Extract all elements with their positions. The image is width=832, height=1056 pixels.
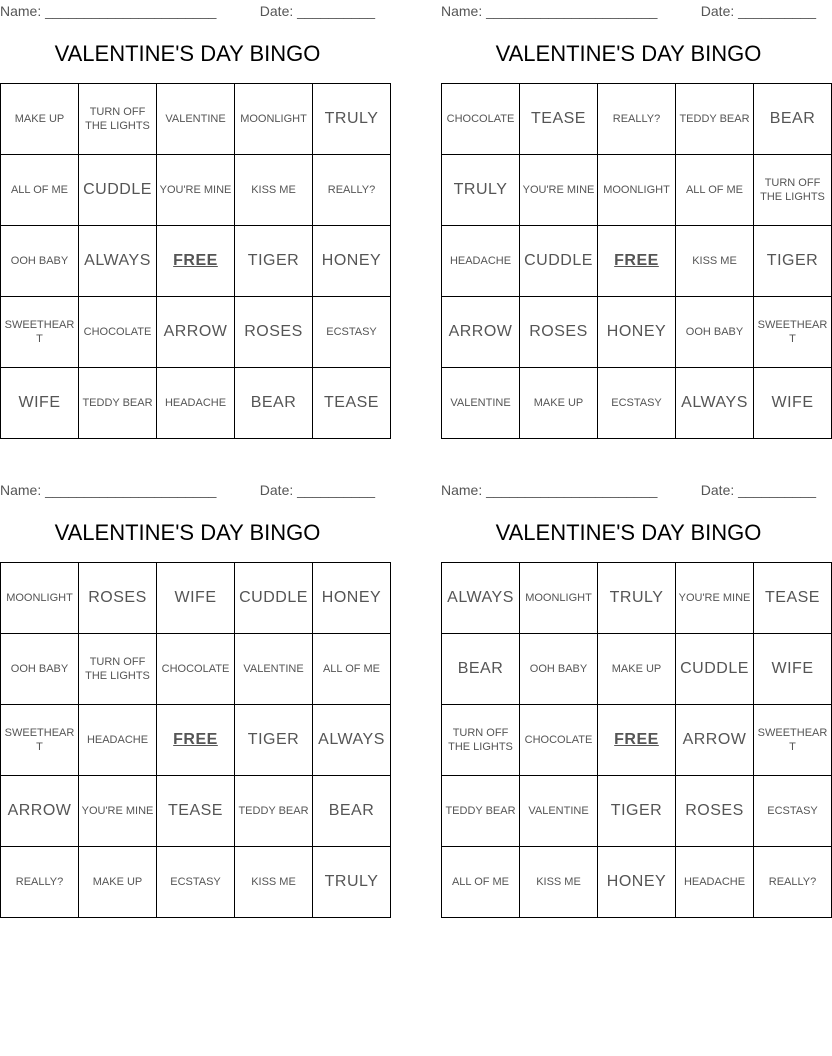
bingo-square: ECSTASY <box>598 368 676 439</box>
bingo-square: KISS ME <box>676 226 754 297</box>
bingo-square: WIFE <box>157 563 235 634</box>
bingo-square: HEADACHE <box>157 368 235 439</box>
bingo-square: HEADACHE <box>676 847 754 918</box>
bingo-square: ARROW <box>676 705 754 776</box>
bingo-square: MOONLIGHT <box>235 84 313 155</box>
bingo-square: CUDDLE <box>235 563 313 634</box>
bingo-square: ALWAYS <box>313 705 391 776</box>
bingo-square: TEASE <box>520 84 598 155</box>
bingo-square: YOU'RE MINE <box>79 776 157 847</box>
bingo-square: TEASE <box>157 776 235 847</box>
bingo-row <box>442 226 832 297</box>
bingo-square: ECSTASY <box>157 847 235 918</box>
bingo-square: TRULY <box>442 155 520 226</box>
name-field: Name: ______________________ <box>0 3 217 19</box>
bingo-square: TIGER <box>235 705 313 776</box>
bingo-square: OOH BABY <box>1 226 79 297</box>
bingo-square: HEADACHE <box>442 226 520 297</box>
bingo-square: ALWAYS <box>79 226 157 297</box>
bingo-square: TURN OFF THE LIGHTS <box>79 84 157 155</box>
free-square: FREE <box>598 226 676 297</box>
card-title: VALENTINE'S DAY BINGO <box>495 41 762 66</box>
bingo-row <box>1 297 391 368</box>
card-header <box>441 3 816 19</box>
card-header <box>441 482 816 498</box>
bingo-square: REALLY? <box>313 155 391 226</box>
bingo-row <box>442 563 832 634</box>
card-title: VALENTINE'S DAY BINGO <box>54 520 321 545</box>
free-square: FREE <box>157 705 235 776</box>
bingo-square: VALENTINE <box>235 634 313 705</box>
bingo-row <box>442 705 832 776</box>
bingo-square: HEADACHE <box>79 705 157 776</box>
bingo-square: SWEETHEART <box>1 297 79 368</box>
bingo-square: TEDDY BEAR <box>79 368 157 439</box>
bingo-square: OOH BABY <box>520 634 598 705</box>
bingo-grid <box>0 83 391 439</box>
bingo-row <box>1 705 391 776</box>
bingo-square: TEASE <box>754 563 832 634</box>
bingo-square: KISS ME <box>235 155 313 226</box>
bingo-square: ALL OF ME <box>442 847 520 918</box>
bingo-grid <box>441 562 832 918</box>
bingo-square: BEAR <box>754 84 832 155</box>
bingo-square: ECSTASY <box>754 776 832 847</box>
bingo-square: MOONLIGHT <box>1 563 79 634</box>
bingo-square: HONEY <box>598 847 676 918</box>
bingo-square: HONEY <box>313 563 391 634</box>
bingo-row <box>1 226 391 297</box>
bingo-square: YOU'RE MINE <box>157 155 235 226</box>
bingo-square: ALL OF ME <box>676 155 754 226</box>
bingo-square: ECSTASY <box>313 297 391 368</box>
bingo-square: CHOCOLATE <box>520 705 598 776</box>
bingo-row <box>1 84 391 155</box>
bingo-square: MAKE UP <box>598 634 676 705</box>
bingo-square: SWEETHEART <box>754 705 832 776</box>
bingo-square: BEAR <box>235 368 313 439</box>
free-square: FREE <box>157 226 235 297</box>
name-field: Name: ______________________ <box>0 482 217 498</box>
bingo-row <box>442 368 832 439</box>
bingo-square: TRULY <box>313 84 391 155</box>
bingo-square: CHOCOLATE <box>157 634 235 705</box>
bingo-square: TEDDY BEAR <box>442 776 520 847</box>
bingo-square: OOH BABY <box>1 634 79 705</box>
bingo-card-3 <box>0 479 385 919</box>
bingo-square: WIFE <box>754 368 832 439</box>
bingo-square: ALL OF ME <box>313 634 391 705</box>
bingo-card-2 <box>441 0 828 440</box>
bingo-square: TRULY <box>598 563 676 634</box>
card-title: VALENTINE'S DAY BINGO <box>54 41 321 66</box>
bingo-square: VALENTINE <box>442 368 520 439</box>
bingo-square: CHOCOLATE <box>79 297 157 368</box>
bingo-row <box>442 847 832 918</box>
bingo-square: TIGER <box>235 226 313 297</box>
bingo-square: WIFE <box>1 368 79 439</box>
bingo-row <box>442 84 832 155</box>
bingo-square: BEAR <box>313 776 391 847</box>
bingo-square: ROSES <box>79 563 157 634</box>
card-header <box>0 482 375 498</box>
bingo-square: YOU'RE MINE <box>520 155 598 226</box>
bingo-square: SWEETHEART <box>754 297 832 368</box>
bingo-square: TEDDY BEAR <box>676 84 754 155</box>
date-field: Date: __________ <box>700 3 816 19</box>
card-header <box>0 3 375 19</box>
bingo-square: MOONLIGHT <box>520 563 598 634</box>
bingo-square: OOH BABY <box>676 297 754 368</box>
bingo-square: TEDDY BEAR <box>235 776 313 847</box>
bingo-square: ALWAYS <box>442 563 520 634</box>
bingo-card-1 <box>0 0 382 440</box>
bingo-row <box>1 368 391 439</box>
bingo-square: ARROW <box>1 776 79 847</box>
date-field: Date: __________ <box>700 482 816 498</box>
bingo-row <box>442 297 832 368</box>
bingo-square: CUDDLE <box>79 155 157 226</box>
bingo-row <box>1 847 391 918</box>
bingo-square: MAKE UP <box>520 368 598 439</box>
bingo-square: ARROW <box>442 297 520 368</box>
bingo-square: TEASE <box>313 368 391 439</box>
bingo-row <box>1 634 391 705</box>
bingo-square: KISS ME <box>235 847 313 918</box>
bingo-square: HONEY <box>313 226 391 297</box>
bingo-square: CUDDLE <box>520 226 598 297</box>
bingo-square: TURN OFF THE LIGHTS <box>442 705 520 776</box>
bingo-square: REALLY? <box>598 84 676 155</box>
card-title: VALENTINE'S DAY BINGO <box>495 520 762 545</box>
bingo-square: SWEETHEART <box>1 705 79 776</box>
bingo-card-4 <box>441 479 828 919</box>
free-square: FREE <box>598 705 676 776</box>
bingo-square: TIGER <box>598 776 676 847</box>
bingo-square: TRULY <box>313 847 391 918</box>
bingo-square: REALLY? <box>754 847 832 918</box>
bingo-grid <box>0 562 391 918</box>
bingo-square: ARROW <box>157 297 235 368</box>
name-field: Name: ______________________ <box>441 482 658 498</box>
bingo-square: VALENTINE <box>520 776 598 847</box>
bingo-square: TURN OFF THE LIGHTS <box>79 634 157 705</box>
bingo-square: ROSES <box>520 297 598 368</box>
bingo-square: MAKE UP <box>79 847 157 918</box>
bingo-square: ALL OF ME <box>1 155 79 226</box>
bingo-square: VALENTINE <box>157 84 235 155</box>
bingo-square: TURN OFF THE LIGHTS <box>754 155 832 226</box>
bingo-square: ROSES <box>235 297 313 368</box>
bingo-row <box>442 776 832 847</box>
name-field: Name: ______________________ <box>441 3 658 19</box>
bingo-row <box>442 155 832 226</box>
bingo-square: KISS ME <box>520 847 598 918</box>
bingo-square: ALWAYS <box>676 368 754 439</box>
bingo-square: REALLY? <box>1 847 79 918</box>
bingo-square: MOONLIGHT <box>598 155 676 226</box>
bingo-row <box>442 634 832 705</box>
bingo-square: ROSES <box>676 776 754 847</box>
bingo-square: WIFE <box>754 634 832 705</box>
bingo-square: MAKE UP <box>1 84 79 155</box>
bingo-square: CUDDLE <box>676 634 754 705</box>
bingo-row <box>1 776 391 847</box>
bingo-square: HONEY <box>598 297 676 368</box>
bingo-grid <box>441 83 832 439</box>
bingo-square: YOU'RE MINE <box>676 563 754 634</box>
date-field: Date: __________ <box>259 482 375 498</box>
date-field: Date: __________ <box>259 3 375 19</box>
bingo-square: CHOCOLATE <box>442 84 520 155</box>
bingo-square: BEAR <box>442 634 520 705</box>
bingo-row <box>1 563 391 634</box>
bingo-row <box>1 155 391 226</box>
bingo-square: TIGER <box>754 226 832 297</box>
